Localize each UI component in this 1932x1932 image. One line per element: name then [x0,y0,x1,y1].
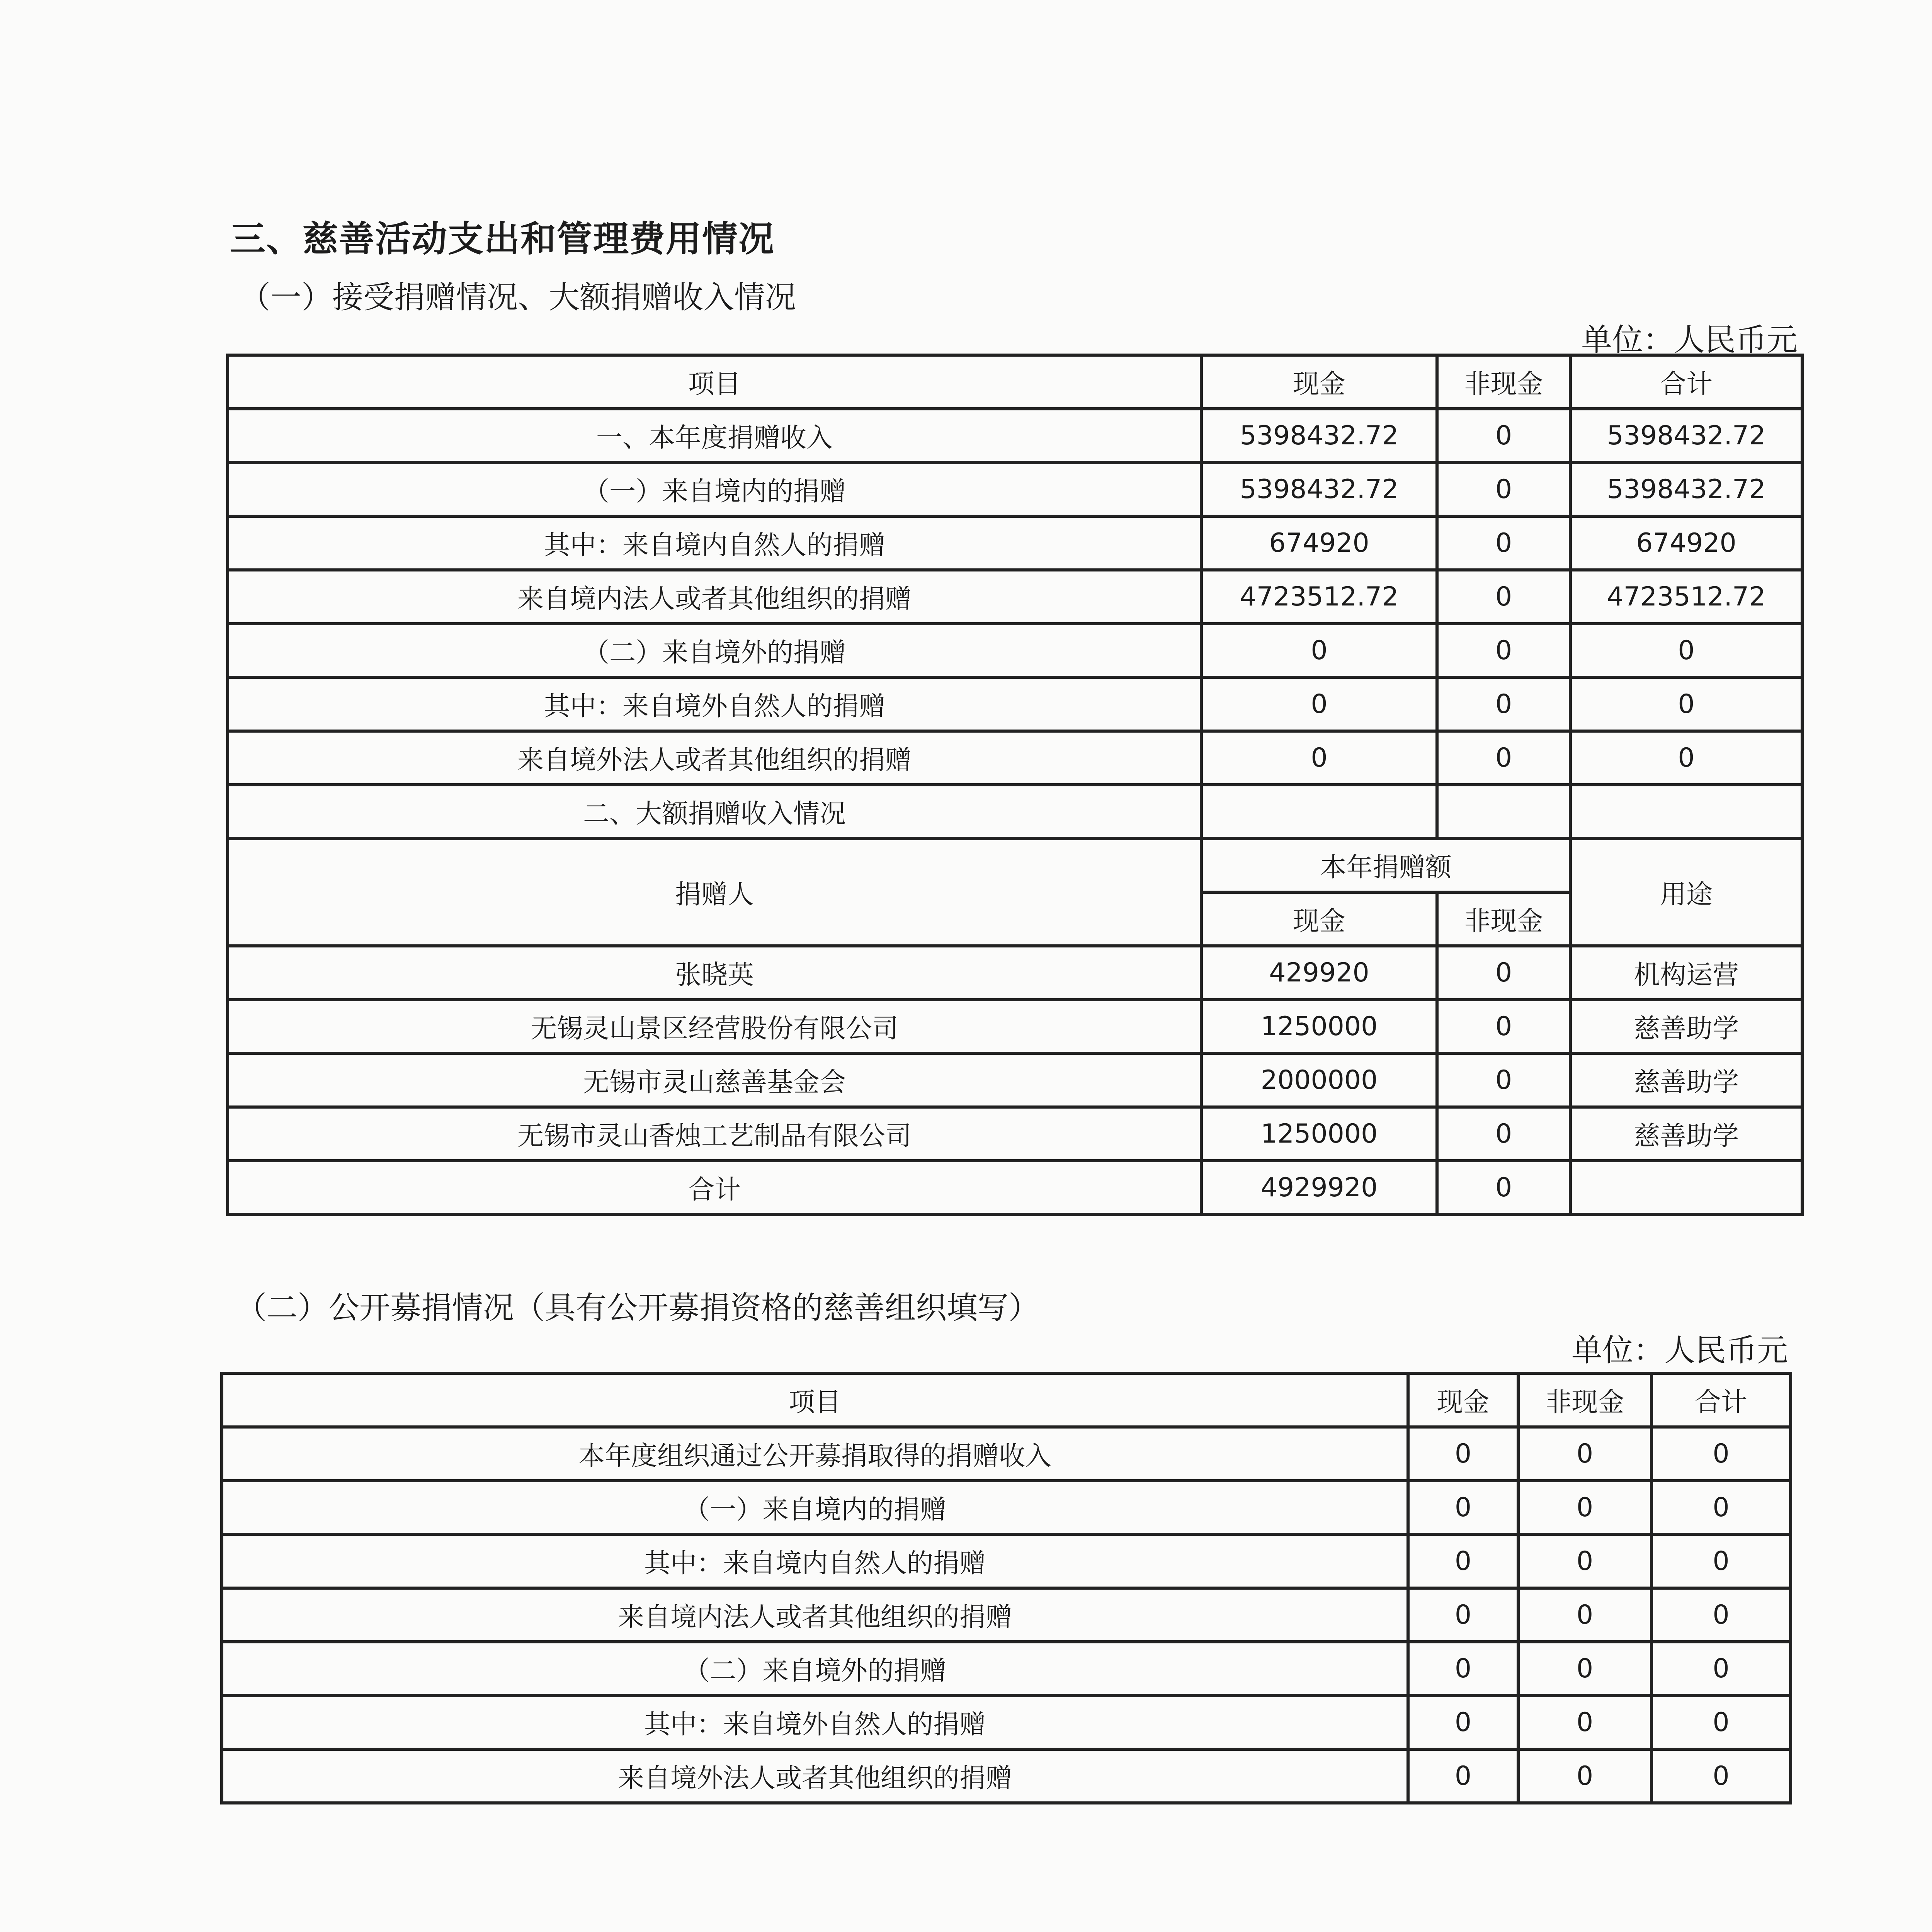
cell-noncash: 0 [1437,677,1570,731]
cell-noncash [1437,785,1570,838]
donor-header-row [228,838,1802,892]
cell-item: 一、本年度捐赠收入 [228,409,1201,463]
cell-total: 0 [1651,1642,1791,1696]
cell-item: 其中：来自境外自然人的捐赠 [222,1696,1408,1749]
cell-purpose: 慈善助学 [1570,1053,1802,1107]
cell-item: （二）来自境外的捐赠 [222,1642,1408,1696]
cell-total: 0 [1651,1588,1791,1642]
cell-noncash: 0 [1437,731,1570,785]
cell-noncash: 0 [1518,1481,1651,1534]
cell-cash: 2000000 [1201,1053,1437,1107]
cell-purpose [1570,1161,1802,1214]
cell-cash: 0 [1408,1427,1518,1481]
cell-cash: 0 [1408,1481,1518,1534]
cell-cash: 0 [1408,1642,1518,1696]
table-row [228,677,1802,731]
cell-noncash: 0 [1437,1000,1570,1053]
part2-title: （二）公开募捐情况（具有公开募捐资格的慈善组织填写） [236,1290,1039,1326]
cell-noncash: 0 [1437,1161,1570,1214]
header-donor: 捐赠人 [228,838,1201,946]
donor-row [228,946,1802,1000]
donation-income-table [226,354,1804,1216]
cell-cash: 0 [1201,677,1437,731]
cell-donor: 无锡市灵山香烛工艺制品有限公司 [228,1107,1201,1161]
cell-total: 0 [1651,1696,1791,1749]
cell-donor: 无锡灵山景区经营股份有限公司 [228,1000,1201,1053]
donor-row [228,1053,1802,1107]
cell-total: 0 [1651,1534,1791,1588]
table-row [222,1588,1791,1642]
cell-cash: 1250000 [1201,1107,1437,1161]
cell-total: 674920 [1570,516,1802,570]
header-item: 项目 [228,355,1201,409]
cell-noncash: 0 [1518,1534,1651,1588]
cell-item: 其中：来自境内自然人的捐赠 [228,516,1201,570]
header-noncash: 非现金 [1518,1373,1651,1427]
cell-cash: 0 [1201,731,1437,785]
cell-noncash: 0 [1437,1053,1570,1107]
table-row [222,1534,1791,1588]
cell-cash: 5398432.72 [1201,409,1437,463]
part1-unit: 单位：人民币元 [1581,322,1798,358]
header-cash: 现金 [1408,1373,1518,1427]
cell-item: （一）来自境内的捐赠 [222,1481,1408,1534]
cell-noncash: 0 [1437,624,1570,677]
header-total: 合计 [1651,1373,1791,1427]
cell-noncash: 0 [1518,1696,1651,1749]
table-row [228,409,1802,463]
table-row [222,1481,1791,1534]
cell-noncash: 0 [1437,516,1570,570]
cell-noncash: 0 [1518,1588,1651,1642]
table-row [222,1696,1791,1749]
table-header-row [228,355,1802,409]
cell-noncash: 0 [1518,1427,1651,1481]
header-noncash: 非现金 [1437,355,1570,409]
cell-donor: 无锡市灵山慈善基金会 [228,1053,1201,1107]
cell-cash [1201,785,1437,838]
header-cash: 现金 [1201,892,1437,946]
header-total: 合计 [1570,355,1802,409]
cell-cash: 1250000 [1201,1000,1437,1053]
cell-total: 0 [1651,1749,1791,1803]
cell-noncash: 0 [1437,570,1570,624]
table-row [222,1749,1791,1803]
cell-cash: 4723512.72 [1201,570,1437,624]
cell-total: 0 [1570,624,1802,677]
cell-noncash: 0 [1437,463,1570,516]
cell-cash: 5398432.72 [1201,463,1437,516]
header-purpose: 用途 [1570,838,1802,946]
cell-purpose: 慈善助学 [1570,1107,1802,1161]
table-row [228,785,1802,838]
cell-item: 来自境内法人或者其他组织的捐赠 [222,1588,1408,1642]
cell-total: 0 [1651,1481,1791,1534]
cell-cash: 0 [1201,624,1437,677]
cell-noncash: 0 [1518,1642,1651,1696]
cell-total: 0 [1570,731,1802,785]
cell-total: 5398432.72 [1570,409,1802,463]
cell-item: （二）来自境外的捐赠 [228,624,1201,677]
cell-donor: 合计 [228,1161,1201,1214]
cell-item: 来自境外法人或者其他组织的捐赠 [228,731,1201,785]
table-header-row [222,1373,1791,1427]
cell-cash: 0 [1408,1749,1518,1803]
cell-total: 5398432.72 [1570,463,1802,516]
table-row [228,624,1802,677]
header-amount: 本年捐赠额 [1201,838,1570,892]
cell-noncash: 0 [1437,946,1570,1000]
table-row [222,1642,1791,1696]
donor-row [228,1161,1802,1214]
donor-row [228,1107,1802,1161]
part1-title: （一）接受捐赠情况、大额捐赠收入情况 [240,279,796,315]
section-title: 三、慈善活动支出和管理费用情况 [230,218,775,260]
cell-item: （一）来自境内的捐赠 [228,463,1201,516]
cell-noncash: 0 [1437,1107,1570,1161]
cell-donor: 张晓英 [228,946,1201,1000]
cell-total [1570,785,1802,838]
cell-noncash: 0 [1518,1749,1651,1803]
cell-purpose: 机构运营 [1570,946,1802,1000]
cell-cash: 4929920 [1201,1161,1437,1214]
cell-total: 4723512.72 [1570,570,1802,624]
cell-item: 本年度组织通过公开募捐取得的捐赠收入 [222,1427,1408,1481]
header-item: 项目 [222,1373,1408,1427]
cell-item: 其中：来自境外自然人的捐赠 [228,677,1201,731]
part2-unit: 单位：人民币元 [1571,1332,1788,1368]
public-fundraising-table [220,1372,1792,1804]
donor-row [228,1000,1802,1053]
cell-item: 来自境内法人或者其他组织的捐赠 [228,570,1201,624]
cell-cash: 0 [1408,1588,1518,1642]
table-row [228,516,1802,570]
table-row [222,1427,1791,1481]
cell-cash: 0 [1408,1696,1518,1749]
cell-total: 0 [1651,1427,1791,1481]
cell-total: 0 [1570,677,1802,731]
header-noncash: 非现金 [1437,892,1570,946]
cell-noncash: 0 [1437,409,1570,463]
header-cash: 现金 [1201,355,1437,409]
table-row [228,570,1802,624]
table-row [228,731,1802,785]
cell-cash: 0 [1408,1534,1518,1588]
cell-item: 二、大额捐赠收入情况 [228,785,1201,838]
cell-cash: 429920 [1201,946,1437,1000]
table-row [228,463,1802,516]
cell-item: 来自境外法人或者其他组织的捐赠 [222,1749,1408,1803]
cell-cash: 674920 [1201,516,1437,570]
cell-item: 其中：来自境内自然人的捐赠 [222,1534,1408,1588]
cell-purpose: 慈善助学 [1570,1000,1802,1053]
